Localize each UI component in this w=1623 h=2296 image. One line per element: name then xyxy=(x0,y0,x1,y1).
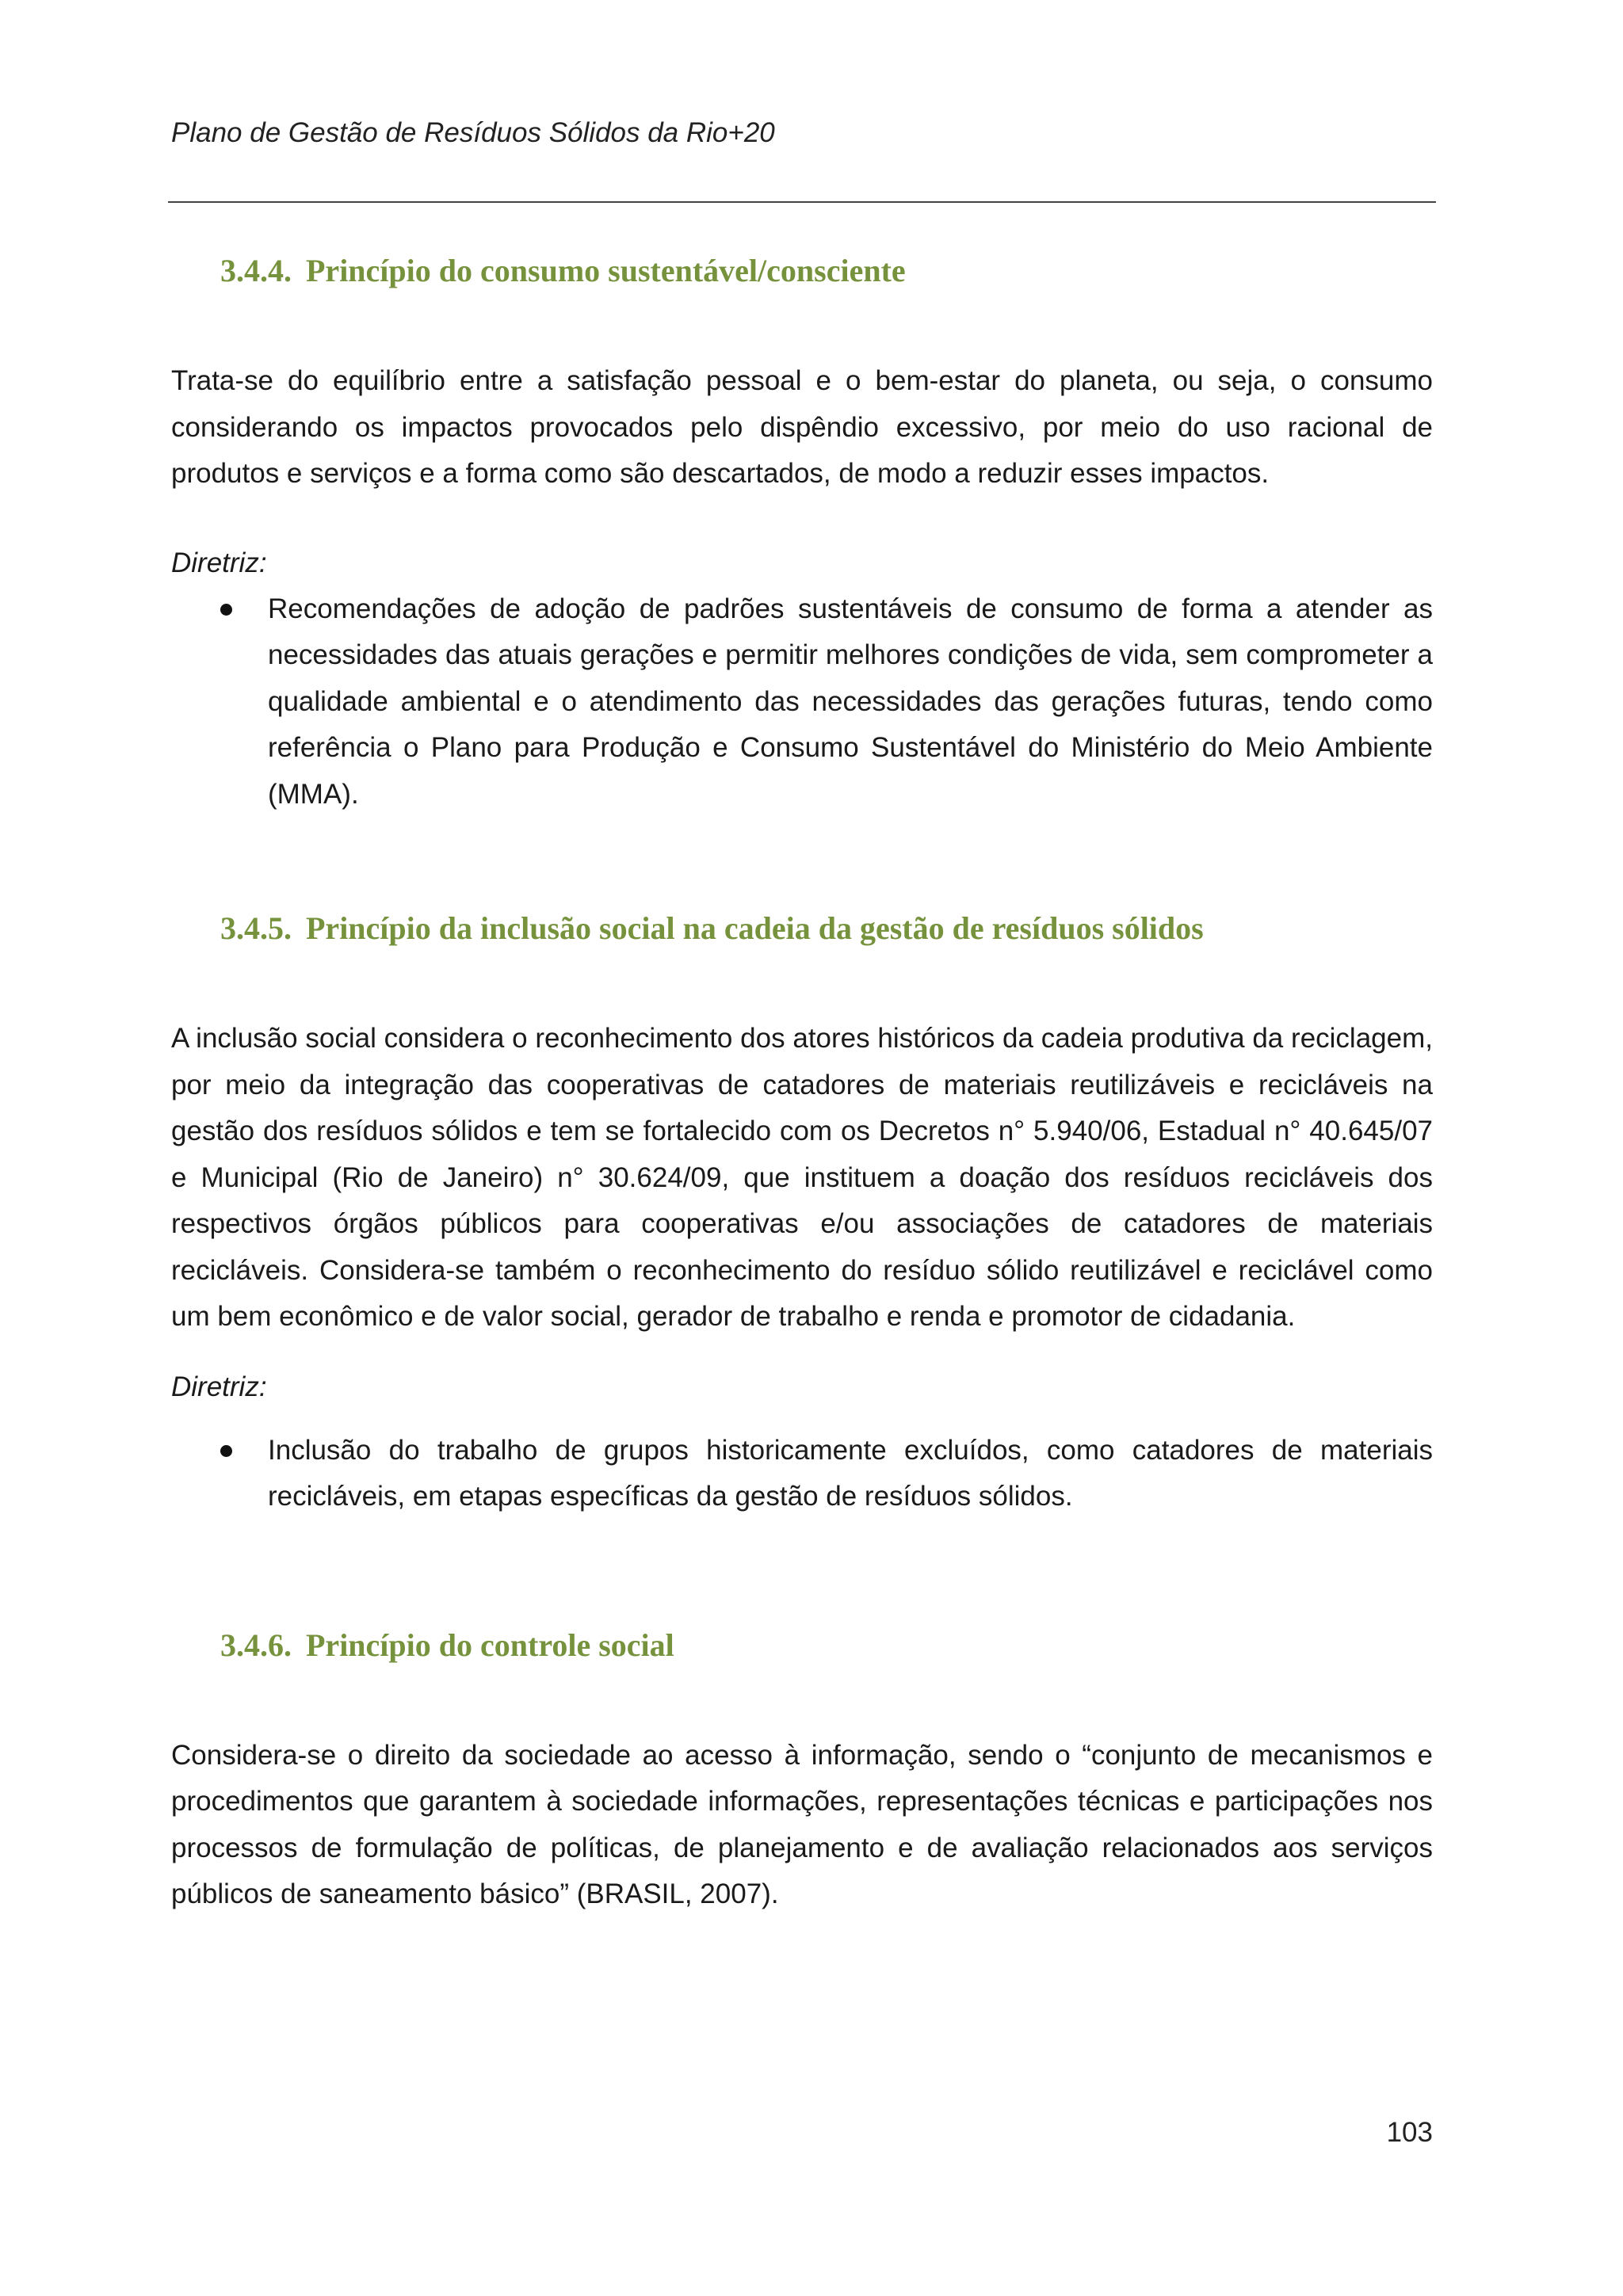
list-item xyxy=(171,1428,1433,1520)
list-item-text: Recomendações de adoção de padrões sustentáveis de consumo de forma a atender as necessidades das atuais gerações e permitir melhores condições de vida, sem comprometer a qualidade ambiental e o atendimento das necessidades das gerações futuras, tendo como referência o Plano para Produção e Consumo Sustentável do Ministério do Meio Ambiente (MMA). xyxy=(268,593,1433,810)
page-number: 103 xyxy=(1386,2117,1433,2148)
diretriz-list xyxy=(171,1428,1433,1520)
section-paragraph: Trata-se do equilíbrio entre a satisfação pessoal e o bem-estar do planeta, ou seja, o consumo considerando os impactos provocados pelo dispêndio excessivo, por meio do uso racional de produtos e serviços e a forma como são descartados, de modo a reduzir esses impactos. xyxy=(171,365,1433,489)
list-item-text: Inclusão do trabalho de grupos historicamente excluídos, como catadores de materiais recicláveis, em etapas específicas da gestão de resíduos sólidos. xyxy=(268,1434,1433,1512)
running-header: Plano de Gestão de Resíduos Sólidos da Rio+20 xyxy=(171,117,775,148)
section-title: Princípio da inclusão social na cadeia da gestão de resíduos sólidos xyxy=(306,910,1204,946)
section-number: 3.4.4. xyxy=(220,253,292,288)
bullet-icon xyxy=(220,1445,232,1457)
page-content xyxy=(171,238,1433,1918)
section-heading-3-4-4 xyxy=(171,247,1433,295)
section-heading-3-4-6 xyxy=(171,1622,1433,1669)
section-number: 3.4.6. xyxy=(220,1627,292,1663)
section-number: 3.4.5. xyxy=(220,910,292,946)
section-heading-3-4-5 xyxy=(171,905,1433,952)
list-item xyxy=(171,586,1433,818)
header-divider xyxy=(168,201,1436,203)
section-paragraph: Considera-se o direito da sociedade ao acesso à informação, sendo o “conjunto de mecanismos e procedimentos que garantem à sociedade informações, representações técnicas e participações nos processos de formulação de políticas, de planejamento e de avaliação relacionados aos serviços públicos de saneamento básico” (BRASIL, 2007). xyxy=(171,1739,1433,1909)
diretriz-list xyxy=(171,586,1433,818)
diretriz-label: Diretriz: xyxy=(171,547,267,578)
section-title: Princípio do consumo sustentável/consciente xyxy=(306,253,906,288)
diretriz-label: Diretriz: xyxy=(171,1371,267,1402)
section-paragraph: A inclusão social considera o reconhecimento dos atores históricos da cadeia produtiva da reciclagem, por meio da integração das cooperativas de catadores de materiais reutilizáveis e recicláveis na gestão dos resíduos sólidos e tem se fortalecido com os Decretos n° 5.940/06, Estadual n° 40.645/07 e Municipal (Rio de Janeiro) n° 30.624/09, que instituem a doação dos resíduos recicláveis dos respectivos órgãos públicos para cooperativas e/ou associações de catadores de materiais recicláveis. Considera-se também o reconhecimento do resíduo sólido reutilizável e reciclável como um bem econômico e de valor social, gerador de trabalho e renda e promotor de cidadania. xyxy=(171,1023,1433,1332)
bullet-icon xyxy=(220,604,232,616)
section-title: Princípio do controle social xyxy=(306,1627,674,1663)
